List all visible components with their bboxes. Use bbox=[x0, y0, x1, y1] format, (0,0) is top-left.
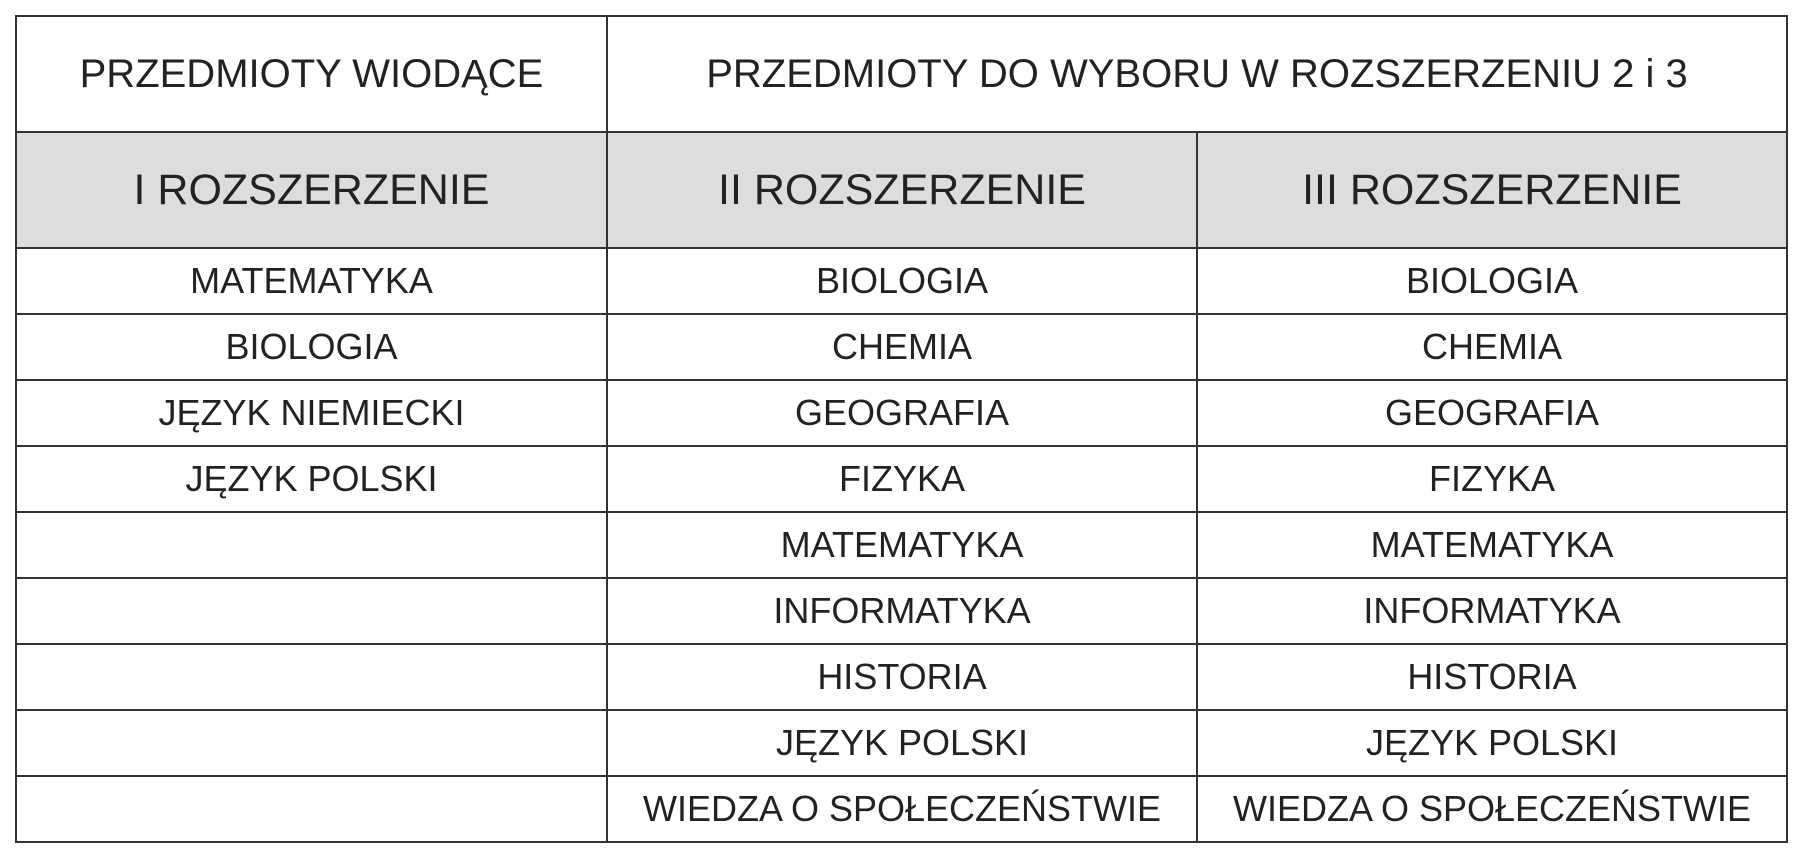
first-extension-cell: JĘZYK POLSKI bbox=[16, 446, 607, 512]
first-extension-cell: BIOLOGIA bbox=[16, 314, 607, 380]
table-row bbox=[16, 380, 1787, 446]
table-row bbox=[16, 578, 1787, 644]
second-extension-cell: HISTORIA bbox=[607, 644, 1197, 710]
table-row bbox=[16, 710, 1787, 776]
third-extension-header: III ROZSZERZENIE bbox=[1197, 132, 1787, 248]
table-row bbox=[16, 248, 1787, 314]
table-row bbox=[16, 314, 1787, 380]
third-extension-cell: MATEMATYKA bbox=[1197, 512, 1787, 578]
leading-subjects-header: PRZEDMIOTY WIODĄCE bbox=[16, 16, 607, 132]
second-extension-cell: GEOGRAFIA bbox=[607, 380, 1197, 446]
table-row bbox=[16, 446, 1787, 512]
third-extension-cell: JĘZYK POLSKI bbox=[1197, 710, 1787, 776]
third-extension-cell: WIEDZA O SPOŁECZEŃSTWIE bbox=[1197, 776, 1787, 842]
extension-levels-row bbox=[16, 132, 1787, 248]
third-extension-cell: CHEMIA bbox=[1197, 314, 1787, 380]
subjects-table bbox=[15, 15, 1788, 843]
second-extension-cell: BIOLOGIA bbox=[607, 248, 1197, 314]
first-extension-cell bbox=[16, 644, 607, 710]
second-extension-cell: INFORMATYKA bbox=[607, 578, 1197, 644]
second-extension-cell: FIZYKA bbox=[607, 446, 1197, 512]
second-extension-cell: JĘZYK POLSKI bbox=[607, 710, 1197, 776]
table-row bbox=[16, 776, 1787, 842]
third-extension-cell: HISTORIA bbox=[1197, 644, 1787, 710]
first-extension-header: I ROZSZERZENIE bbox=[16, 132, 607, 248]
third-extension-cell: INFORMATYKA bbox=[1197, 578, 1787, 644]
second-extension-header: II ROZSZERZENIE bbox=[607, 132, 1197, 248]
third-extension-cell: FIZYKA bbox=[1197, 446, 1787, 512]
table-row bbox=[16, 644, 1787, 710]
first-extension-cell bbox=[16, 578, 607, 644]
first-extension-cell: JĘZYK NIEMIECKI bbox=[16, 380, 607, 446]
third-extension-cell: GEOGRAFIA bbox=[1197, 380, 1787, 446]
second-extension-cell: CHEMIA bbox=[607, 314, 1197, 380]
third-extension-cell: BIOLOGIA bbox=[1197, 248, 1787, 314]
first-extension-cell bbox=[16, 512, 607, 578]
first-extension-cell: MATEMATYKA bbox=[16, 248, 607, 314]
second-extension-cell: WIEDZA O SPOŁECZEŃSTWIE bbox=[607, 776, 1197, 842]
elective-subjects-header: PRZEDMIOTY DO WYBORU W ROZSZERZENIU 2 i 3 bbox=[607, 16, 1787, 132]
table-row bbox=[16, 512, 1787, 578]
table-header-row bbox=[16, 16, 1787, 132]
first-extension-cell bbox=[16, 776, 607, 842]
first-extension-cell bbox=[16, 710, 607, 776]
second-extension-cell: MATEMATYKA bbox=[607, 512, 1197, 578]
